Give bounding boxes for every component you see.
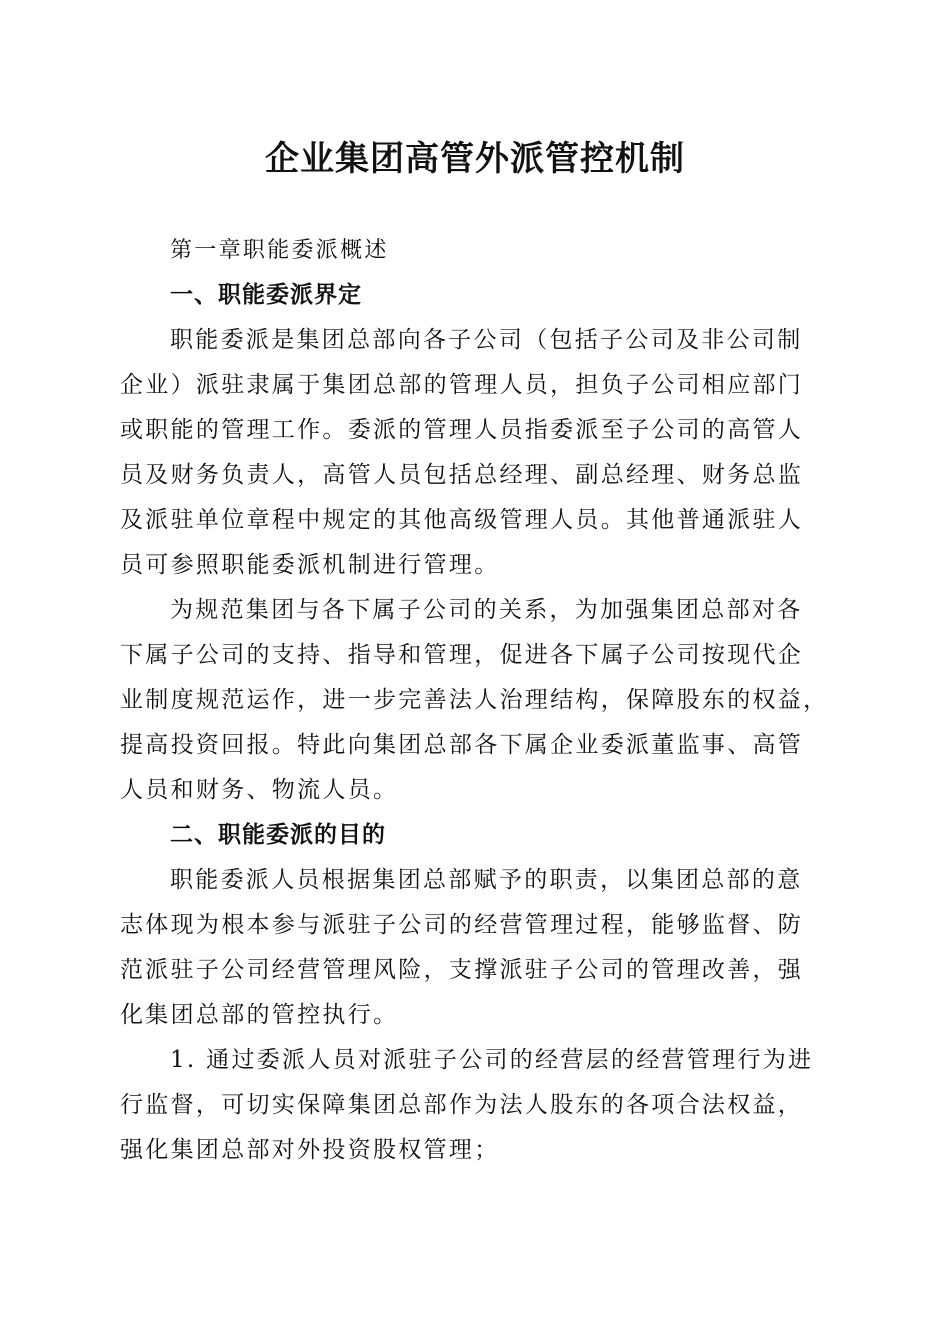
paragraph-line: 人员和财务、物流人员。 — [120, 777, 399, 803]
paragraph-line: 范派驻子公司经营管理风险，支撑派驻子公司的管理改善，强 — [120, 957, 804, 983]
paragraph-line: 员可参照职能委派机制进行管理。 — [120, 552, 500, 578]
paragraph-line: 提高投资回报。特此向集团总部各下属企业委派董监事、高管 — [120, 732, 804, 758]
paragraph-line: 行监督，可切实保障集团总部作为法人股东的各项合法权益， — [120, 1092, 804, 1118]
document-title: 企业集团高管外派管控机制 — [265, 139, 685, 179]
paragraph-line: 业制度规范运作，进一步完善法人治理结构，保障股东的权益， — [120, 687, 829, 713]
paragraph-line: 员及财务负责人，高管人员包括总经理、副总经理、财务总监 — [120, 462, 804, 488]
paragraph-line: 职能委派人员根据集团总部赋予的职责，以集团总部的意 — [170, 867, 803, 893]
paragraph-objective — [120, 858, 832, 1038]
chapter-title: 第一章职能委派概述 — [170, 238, 389, 263]
paragraph-line: 或职能的管理工作。委派的管理人员指委派至子公司的高管人 — [120, 417, 804, 443]
paragraph-line: 下属子公司的支持、指导和管理，促进各下属子公司按现代企 — [120, 642, 804, 668]
paragraph-line: 及派驻单位章程中规定的其他高级管理人员。其他普通派驻人 — [120, 507, 804, 533]
section-heading-2: 二、职能委派的目的 — [170, 822, 386, 848]
paragraph-line: 为规范集团与各下属子公司的关系，为加强集团总部对各 — [170, 597, 803, 623]
paragraph-line: 化集团总部的管控执行。 — [120, 1002, 399, 1028]
paragraph-line: 企业）派驻隶属于集团总部的管理人员，担负子公司相应部门 — [120, 372, 804, 398]
paragraph-definition — [120, 318, 832, 588]
paragraph-purpose-statement — [120, 588, 832, 813]
numbered-item-1 — [120, 1038, 832, 1173]
paragraph-line: 职能委派是集团总部向各子公司（包括子公司及非公司制 — [170, 327, 803, 353]
paragraph-line: 志体现为根本参与派驻子公司的经营管理过程，能够监督、防 — [120, 912, 804, 938]
paragraph-line: 1. 通过委派人员对派驻子公司的经营层的经营管理行为进 — [170, 1047, 814, 1073]
section-heading-1: 一、职能委派界定 — [170, 282, 362, 308]
paragraph-line: 强化集团总部对外投资股权管理； — [120, 1137, 500, 1163]
document-body — [120, 228, 832, 1173]
